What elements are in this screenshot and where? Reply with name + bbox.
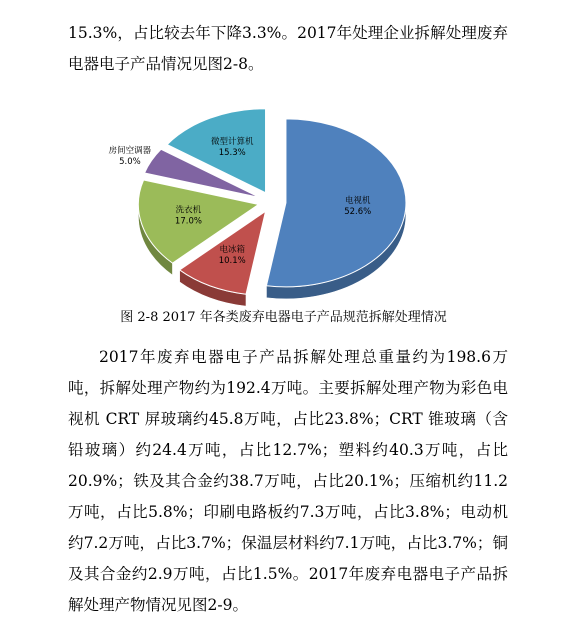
pie-label-value-0: 52.6% [344, 206, 372, 217]
pie-label-value-3: 5.0% [119, 156, 141, 167]
body-paragraph: 2017年废弃电器电子产品拆解处理总重量约为198.6万吨，拆解处理产物约为192.4万吨。主要拆解处理产物为彩色电视机 CRT 屏玻璃约45.8万吨，占比23.8%；CRT 锥玻璃（含铅玻璃）约24.4万吨，占比12.7%；塑料约40.3万吨，占比20.9%；铁及其合金约38.7万吨，占比20.1%；压缩机约11.2万吨，占比5.8%；印刷电路板约7.3万吨，占比3.8%；电动机约7.2万吨，占比3.7%；保温层材料约7.1万吨，占比3.7%；铜及其合金约2.9万吨，占比1.5%。2017年废弃电器电子产品拆解处理产物情况见图2-9。 [68, 348, 508, 614]
pie-label-value-4: 15.3% [218, 148, 246, 159]
pie-label-category-1: 电冰箱 [219, 244, 245, 255]
pie-label-category-2: 洗衣机 [175, 205, 202, 216]
pie-label-value-1: 10.1% [218, 255, 246, 266]
pie-chart [90, 92, 490, 307]
pie-label-category-4: 微型计算机 [210, 137, 254, 148]
figure-caption: 图 2-8 2017 年各类废弃电器电子产品规范拆解处理情况 [120, 310, 447, 325]
pie-label-value-2: 17.0% [174, 216, 202, 227]
intro-paragraph: 15.3%，占比较去年下降3.3%。2017年处理企业拆解处理废弃电器电子产品情况见图2-8。 [68, 24, 508, 73]
pie-label-category-3: 房间空调器 [108, 145, 152, 156]
pie-label-category-0: 电视机 [344, 195, 371, 206]
pie-chart-figure [90, 92, 490, 307]
